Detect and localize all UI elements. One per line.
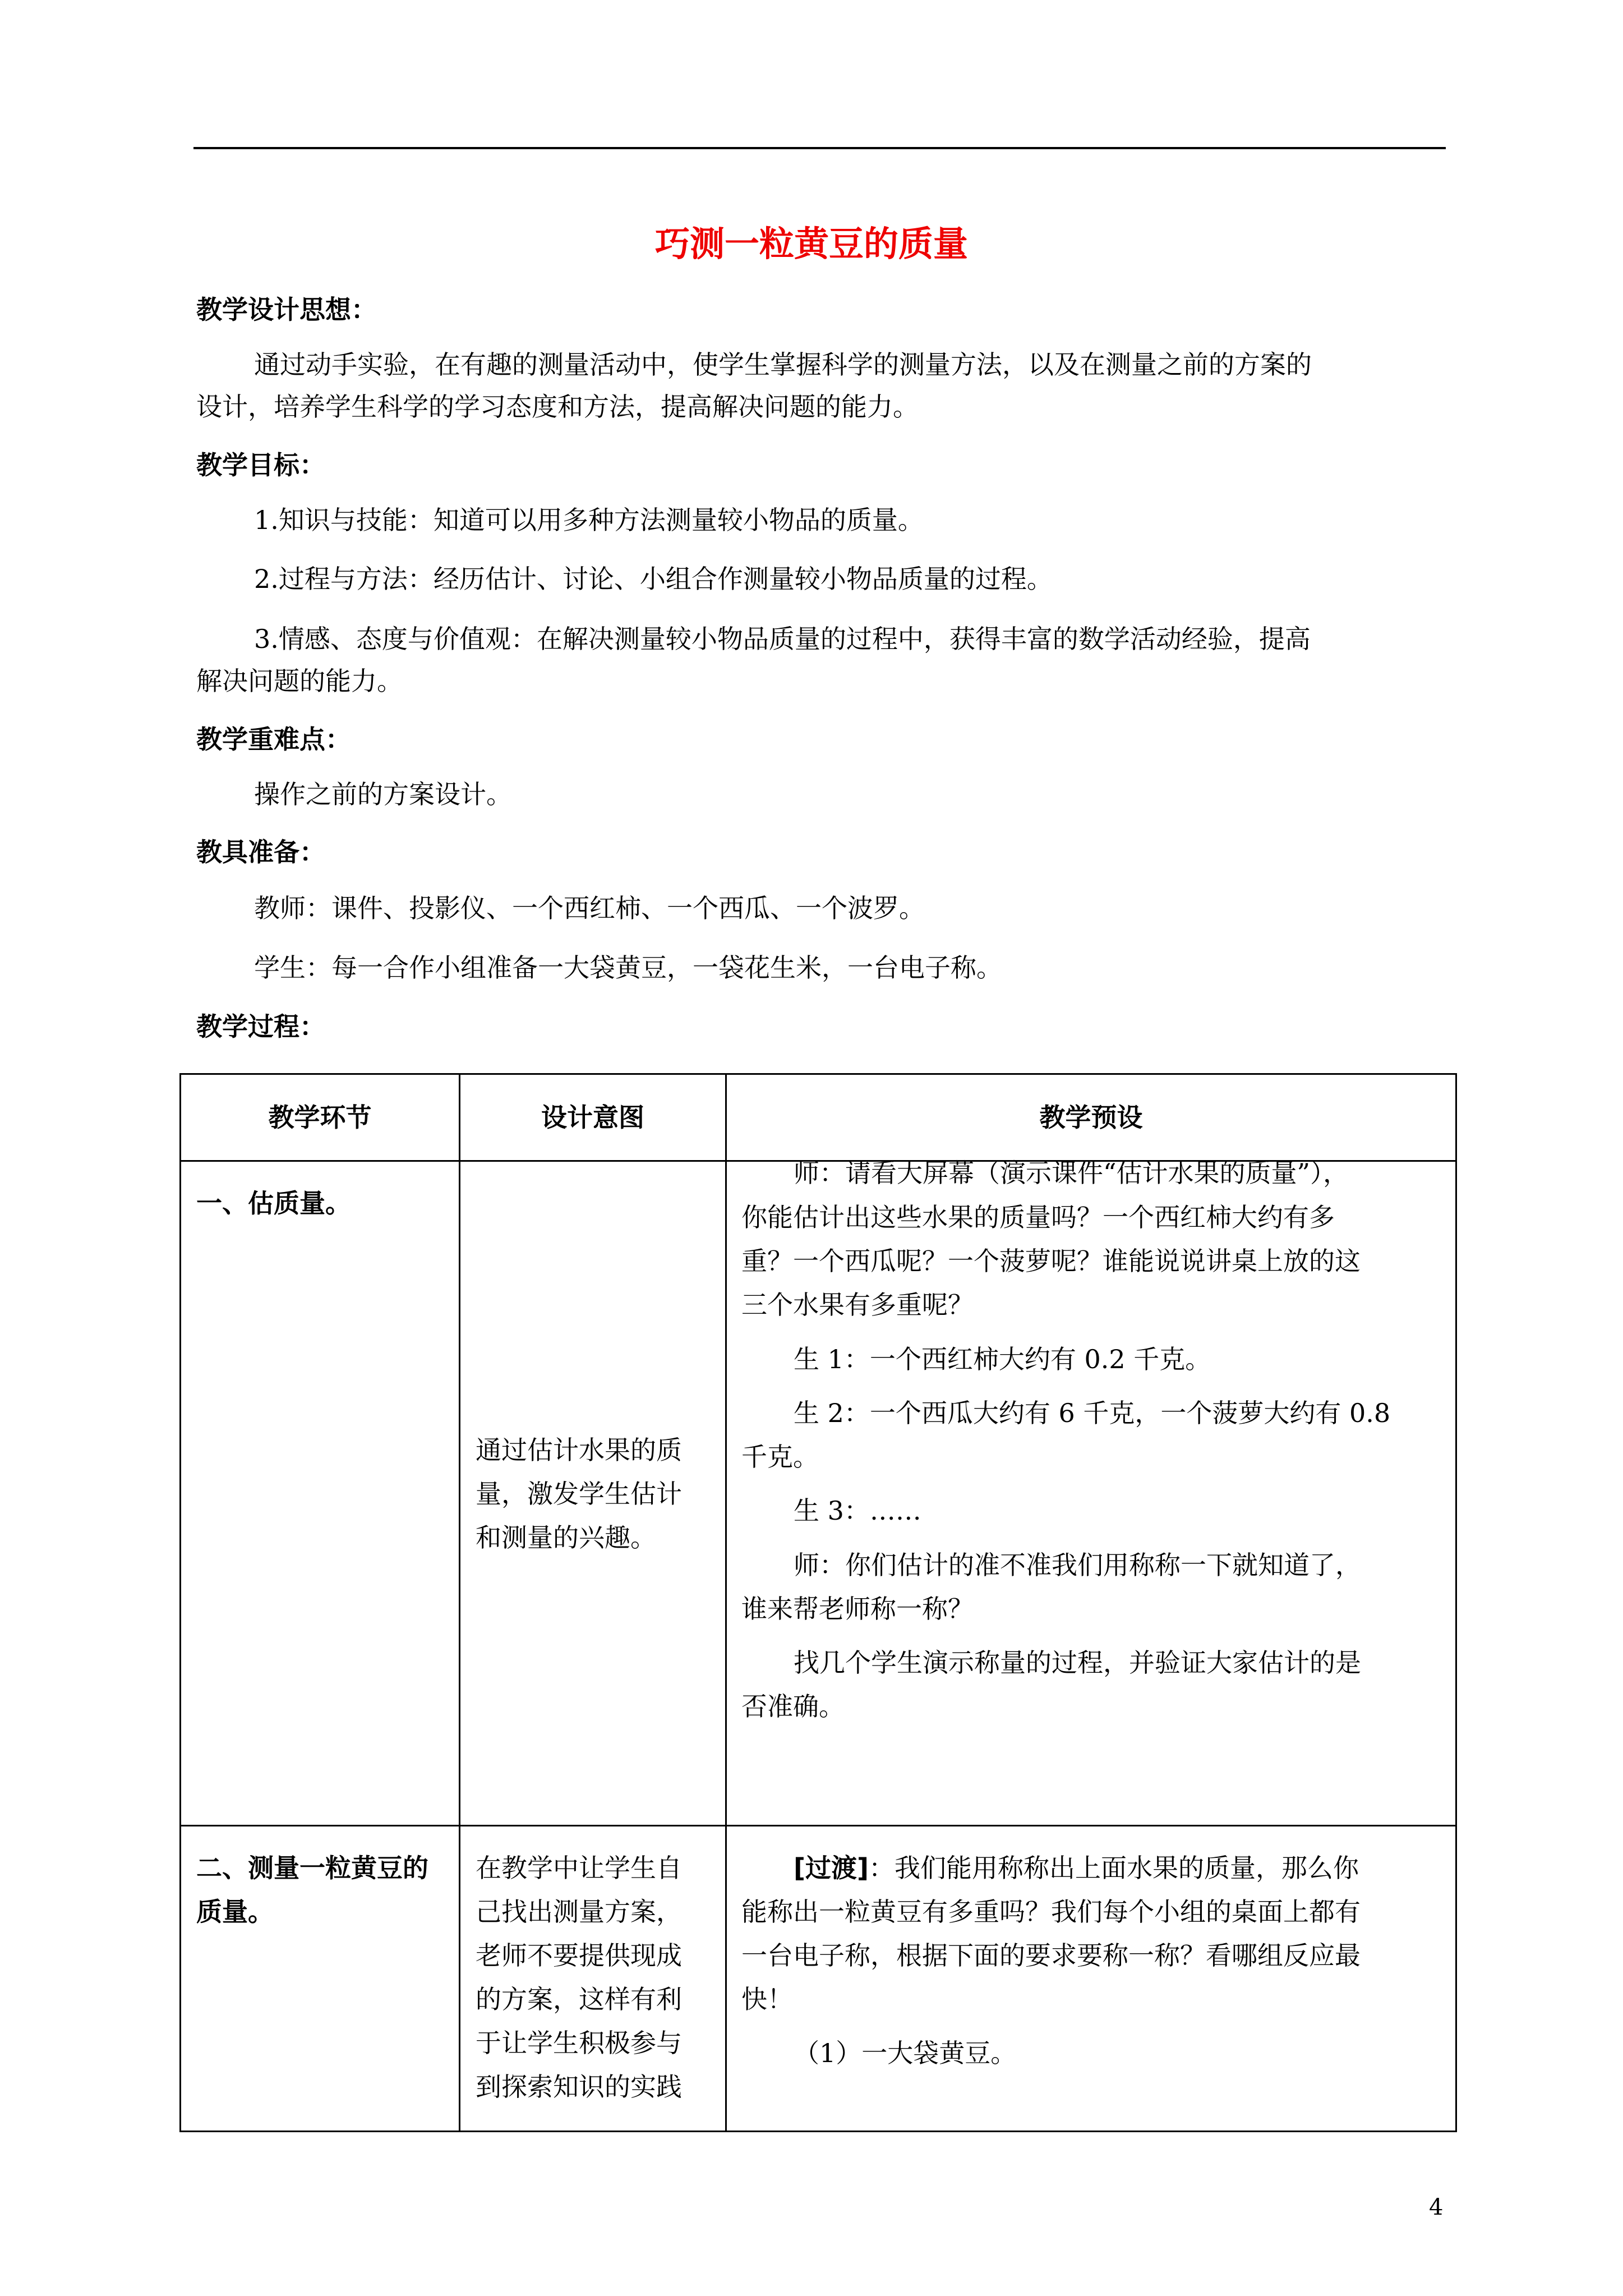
key-point-line: 操作之前的方案设计。 bbox=[254, 779, 512, 809]
preset-cell-line: （1）一大袋黄豆。 bbox=[794, 2038, 1017, 2068]
intent-cell-line: 于让学生积极参与 bbox=[476, 2028, 682, 2058]
preset-cell-line: 三个水果有多重呢？ bbox=[741, 1290, 974, 1320]
section-heading-materials: 教具准备： bbox=[196, 837, 325, 867]
objective-line: 解决问题的能力。 bbox=[196, 666, 403, 696]
paragraph-line: 设计，培养学生科学的学习态度和方法，提高解决问题的能力。 bbox=[196, 392, 919, 422]
preset-cell-line: 谁来帮老师称一称？ bbox=[741, 1594, 974, 1624]
preset-cell-line: 你能估计出这些水果的质量吗？一个西红柿大约有多 bbox=[741, 1202, 1335, 1232]
intent-cell-line: 老师不要提供现成 bbox=[476, 1940, 682, 1971]
column-header-preset: 教学预设 bbox=[1039, 1102, 1143, 1133]
intent-cell-line: 到探索知识的实践 bbox=[476, 2072, 682, 2102]
preset-cell-line: 找几个学生演示称量的过程，并验证大家估计的是 bbox=[794, 1648, 1361, 1678]
table-border-bottom bbox=[179, 2131, 1457, 2132]
table-border-top bbox=[179, 1073, 1457, 1075]
preset-cell-line: 师：你们估计的准不准我们用称称一下就知道了， bbox=[794, 1550, 1361, 1580]
paragraph-line: 通过动手实验，在有趣的测量活动中，使学生掌握科学的测量方法，以及在测量之前的方案的 bbox=[254, 349, 1312, 380]
column-header-intent: 设计意图 bbox=[541, 1102, 644, 1133]
preset-cell-line: 生 3：…… bbox=[794, 1496, 921, 1526]
intent-cell-line: 的方案，这样有利 bbox=[476, 1984, 682, 2014]
preset-cell-line: 否准确。 bbox=[741, 1691, 845, 1722]
preset-cell-line: 快！ bbox=[741, 1984, 793, 2014]
section-heading-process: 教学过程： bbox=[196, 1011, 325, 1042]
page-number: 4 bbox=[1429, 2194, 1444, 2220]
table-column-rule bbox=[459, 1073, 460, 2132]
table-row-rule bbox=[179, 1825, 1457, 1826]
preset-cell-line: 生 1：一个西红柿大约有 0.2 千克。 bbox=[794, 1344, 1211, 1374]
preset-cell-line: 生 2：一个西瓜大约有 6 千克，一个菠萝大约有 0.8 bbox=[794, 1398, 1391, 1428]
preset-cell-line: 一台电子称，根据下面的要求要称一称？看哪组反应最 bbox=[741, 1940, 1361, 1971]
table-border-right bbox=[1455, 1073, 1457, 2132]
objective-line: 1.知识与技能：知道可以用多种方法测量较小物品的质量。 bbox=[254, 505, 924, 535]
materials-line: 学生：每一合作小组准备一大袋黄豆，一袋花生米，一台电子称。 bbox=[254, 953, 1002, 983]
intent-cell-line: 在教学中让学生自 bbox=[476, 1853, 682, 1883]
document-title: 巧测一粒黄豆的质量 bbox=[654, 223, 968, 264]
stage-cell-line: 质量。 bbox=[196, 1897, 274, 1927]
intent-cell-line: 己找出测量方案， bbox=[476, 1897, 682, 1927]
stage-cell-line: 二、测量一粒黄豆的 bbox=[196, 1853, 428, 1883]
preset-cell-line: 师：请看大屏幕（演示课件“估计水果的质量”）， bbox=[794, 1158, 1349, 1188]
header-rule bbox=[193, 147, 1446, 149]
preset-cell-line: 千克。 bbox=[741, 1442, 819, 1472]
section-heading-objectives: 教学目标： bbox=[196, 450, 325, 480]
objective-line: 2.过程与方法：经历估计、讨论、小组合作测量较小物品质量的过程。 bbox=[254, 564, 1053, 594]
intent-cell-line: 量，激发学生估计 bbox=[476, 1479, 682, 1509]
objective-line: 3.情感、态度与价值观：在解决测量较小物品质量的过程中，获得丰富的数学活动经验，提高 bbox=[254, 624, 1311, 654]
materials-line: 教师：课件、投影仪、一个西红柿、一个西瓜、一个波罗。 bbox=[254, 893, 925, 923]
section-heading-design-thinking: 教学设计思想： bbox=[196, 295, 377, 325]
table-column-rule bbox=[725, 1073, 727, 2132]
preset-cell-line bbox=[794, 1846, 1359, 1890]
preset-cell-line: 重？一个西瓜呢？一个菠萝呢？谁能说说讲桌上放的这 bbox=[741, 1246, 1361, 1276]
intent-cell-line: 通过估计水果的质 bbox=[476, 1435, 682, 1465]
transition-label: [过渡] bbox=[794, 1853, 869, 1883]
column-header-stage: 教学环节 bbox=[268, 1102, 372, 1133]
stage-cell-line: 一、估质量。 bbox=[196, 1188, 351, 1218]
table-border-left bbox=[179, 1073, 181, 2132]
intent-cell-line: 和测量的兴趣。 bbox=[476, 1522, 656, 1553]
section-heading-key-points: 教学重难点： bbox=[196, 724, 351, 754]
transition-text: ：我们能用称称出上面水果的质量，那么你 bbox=[869, 1853, 1359, 1883]
preset-cell-line: 能称出一粒黄豆有多重吗？我们每个小组的桌面上都有 bbox=[741, 1897, 1361, 1927]
